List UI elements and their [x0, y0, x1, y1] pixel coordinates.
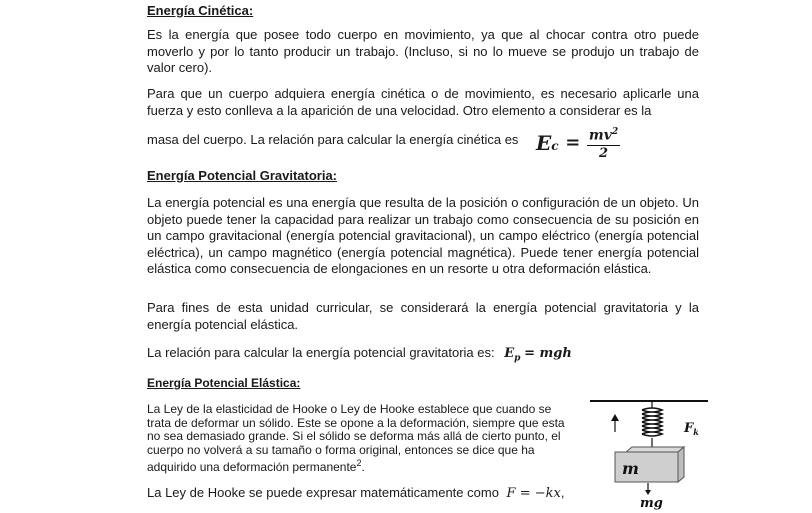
gravitational-formula-rhs: = mgh [524, 346, 572, 361]
hooke-formula-comma: , [560, 485, 565, 500]
force-subscript: k [693, 427, 699, 437]
kinetic-energy-formula [536, 124, 620, 162]
gravitational-formula-lhs: E [504, 346, 515, 361]
formula-lhs-sub: c [551, 138, 559, 153]
hooke-law-text: La Ley de la elasticidad de Hooke o Ley de Hooke establece que cuando se trata de deformar un sólido. Este se opone a la deformación, siempre que esta no sea demasiado grande. Si el sólido se deforma más allá de cierto punto, el cuerpo no volverá a su tamaño o forma original, entonces se dice que ha adquirido una deformación permanente [147, 402, 565, 474]
mass-block-side [678, 447, 684, 482]
heading-elastic-potential: Energía Potencial Elástica: [147, 376, 301, 390]
kinetic-formula-line [147, 118, 699, 161]
hooke-formula-intro: La Ley de Hooke se puede expresar matemáticamente como [147, 485, 499, 500]
formula-denominator: 2 [598, 145, 609, 161]
formula-lhs: E [536, 130, 552, 155]
formula-equals: = [565, 132, 581, 154]
spring-force-label [683, 421, 699, 437]
kinetic-formula-intro: masa del cuerpo. La relación para calcular la energía cinética es [147, 132, 519, 147]
paragraph-potential-definition: La energía potencial es una energía que resulta de la posición o configuración de un objeto. Un objeto puede tener la capacidad para realizar un trabajo como consecuencia de su posición en un campo gravitacional (energía potencial gravitacional), un campo eléctrico (energía potencial eléctrica), un campo magnético (energía potencial magnética). Puede tener energía potencial elástica como consecuencia de elongaciones en un resorte u otra deformación elástica. [147, 195, 699, 276]
weight-arrow-head [645, 490, 651, 495]
numerator-exponent: 2 [611, 127, 619, 137]
formula-fraction [587, 124, 620, 162]
mass-label: m [622, 459, 639, 478]
numerator-text: mv [588, 127, 612, 144]
paragraph-hooke-law [147, 403, 577, 475]
hooke-formula-line [147, 485, 564, 501]
gravitational-formula-sub: p [514, 353, 521, 364]
formula-numerator [587, 124, 620, 146]
force-letter: F [684, 421, 694, 436]
paragraph-kinetic-force: Para que un cuerpo adquiera energía cinética o de movimiento, es necesario aplicarle una fuerza y esto conlleva a la aparición de una velocidad. Otro elemento a considerar es la [147, 86, 699, 118]
spring-coil [642, 408, 662, 436]
hooke-formula: F = −kx [506, 486, 561, 501]
paragraph-curricular-scope: Para fines de esta unidad curricular, se considerará la energía potencial gravitatoria y la energía potencial elástica. [147, 300, 699, 332]
hooke-law-period: . [361, 460, 365, 474]
gravitational-formula-intro: La relación para calcular la energía potencial gravitatoria es: [147, 345, 495, 360]
heading-gravitational-potential: Energía Potencial Gravitatoria: [147, 168, 338, 183]
heading-kinetic-energy: Energía Cinética: [147, 3, 254, 18]
paragraph-kinetic-definition: Es la energía que posee todo cuerpo en movimiento, ya que al chocar contra otro puede moverlo y por lo tanto producir un trabajo. (Incluso, si no lo mueve se produjo un trabajo de valor cero). [147, 27, 699, 75]
footnote-marker: 2 [356, 458, 362, 468]
weight-label: mg [640, 496, 663, 510]
spring-mass-figure [586, 392, 712, 510]
gravitational-formula-line [147, 345, 572, 364]
force-arrow-head [611, 414, 619, 421]
mass-block-top [626, 447, 684, 452]
